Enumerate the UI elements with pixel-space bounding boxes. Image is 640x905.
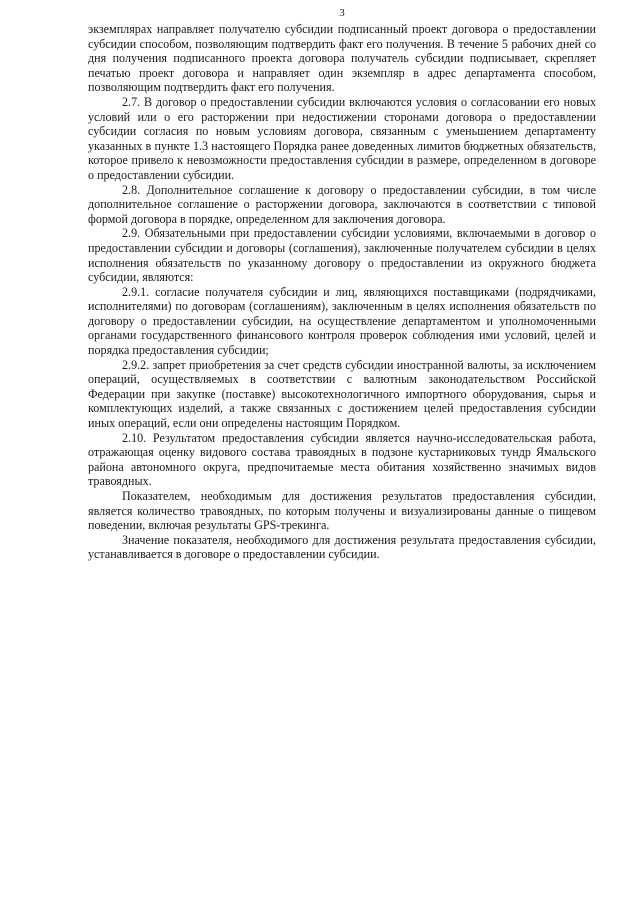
paragraph-2-9-1: 2.9.1. согласие получателя субсидии и лиц, являющихся поставщиками (подрядчиками, исполнителями) по договорам (соглашениям), заключенным в целях исполнения обязательств по договору о предоставлении субсидии, на осуществление департаментом и уполномоченными органами государственного финансового контроля проверок соблюдения ими условий, целей и порядка предоставления субсидии; xyxy=(88,284,596,358)
page-number: 3 xyxy=(339,7,345,19)
paragraph-continuation: экземплярах направляет получателю субсидии подписанный проект договора о предоставлении субсидии способом, позволяющим подтвердить факт его получения. В течение 5 рабочих дней со дня получения подписанного проекта договора получатель субсидии подписывает, скрепляет печатью проект договора и направляет один экземпляр в адрес департамента способом, позволяющим подтвердить факт его получения. xyxy=(88,22,596,95)
paragraph-2-8: 2.8. Дополнительное соглашение к договору о предоставлении субсидии, в том числе дополнительное соглашение о расторжении договора, заключаются в соответствии с типовой формой договора в порядке, определенном для заключения договора. xyxy=(88,182,596,226)
paragraph-2-10: 2.10. Результатом предоставления субсидии является научно-исследовательская работа, отражающая оценку видового состава травоядных в подзоне кустарниковых тундр Ямальского района автономного округа, предпочитаемые места обитания хозяйственно значимых видов травоядных. xyxy=(88,430,596,489)
paragraph-2-9: 2.9. Обязательными при предоставлении субсидии условиями, включаемыми в договор о предоставлении субсидии и договоры (соглашения), заключенные получателем субсидии в целях исполнения обязательств по указанному договору о предоставлении из окружного бюджета субсидии, являются: xyxy=(88,226,596,285)
paragraph-indicator-value: Значение показателя, необходимого для достижения результата предоставления субсидии, устанавливается в договоре о предоставлении субсидии. xyxy=(88,532,596,562)
paragraph-2-9-2: 2.9.2. запрет приобретения за счет средств субсидии иностранной валюты, за исключением операций, осуществляемых в соответствии с валютным законодательством Российской Федерации при закупке (поставке) высокотехнологичного импортного оборудования, сырья и комплектующих изделий, а также связанных с достижением целей предоставления субсидии иных операций, если они определены настоящим Порядком. xyxy=(88,357,596,431)
paragraph-2-7: 2.7. В договор о предоставлении субсидии включаются условия о согласовании его новых условий или о его расторжении при недостижении сторонами договора о предоставлении субсидии согласия по новым условиям договора, связанным с уменьшением департаменту указанных в пункте 1.3 настоящего Порядка ранее доведенных лимитов бюджетных обязательств, которое привело к невозможности предоставления субсидии в размере, определенном в договоре о предоставлении субсидии. xyxy=(88,94,596,182)
paragraph-indicator: Показателем, необходимым для достижения результатов предоставления субсидии, является количество травоядных, по которым получены и визуализированы данные о пищевом поведении, включая результаты GPS-трекинга. xyxy=(88,489,596,533)
document-body xyxy=(88,22,596,562)
